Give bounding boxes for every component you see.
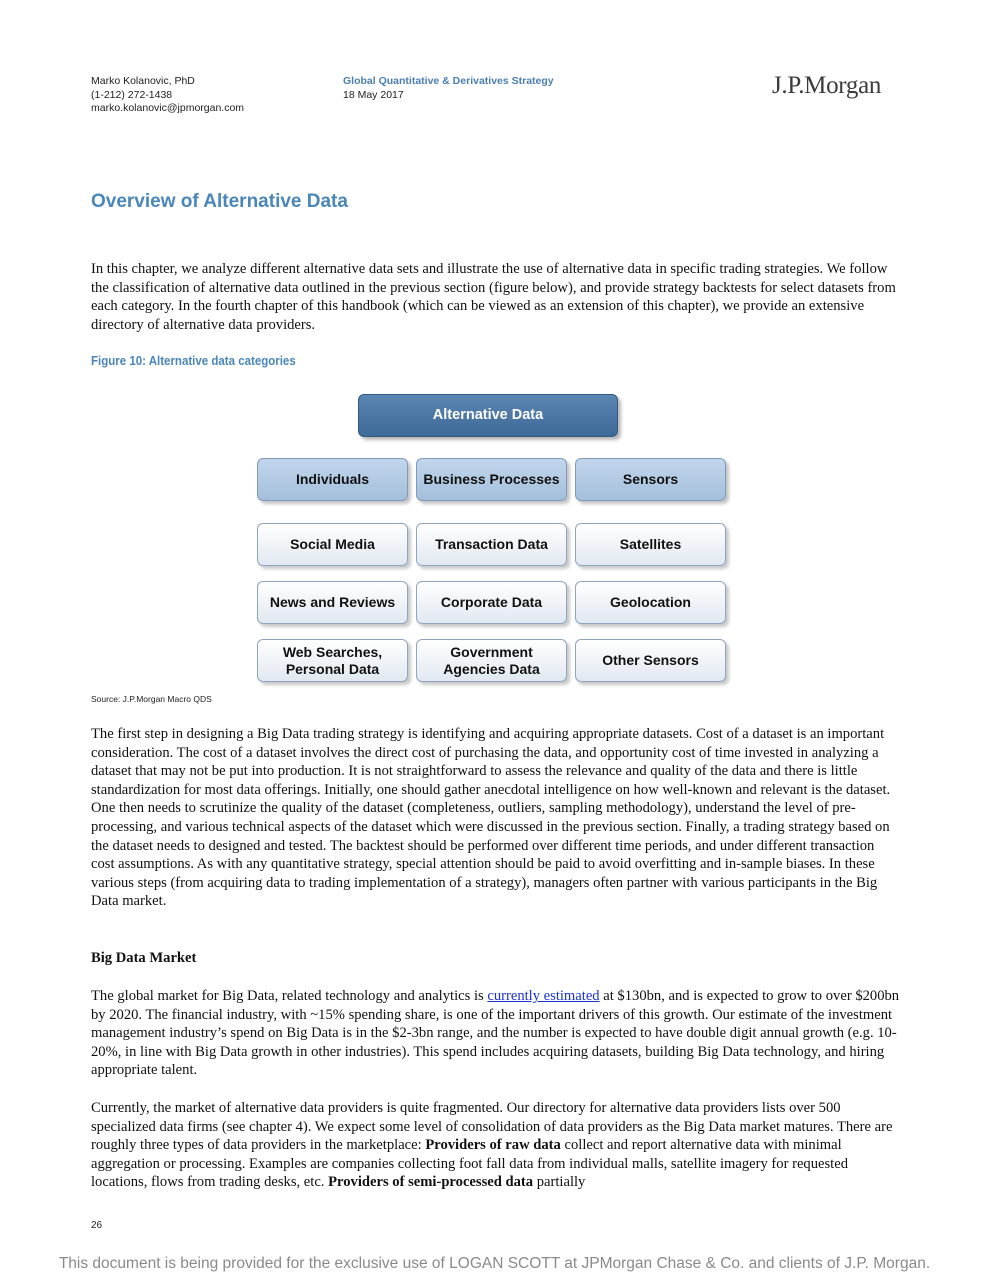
- figure-source: Source: J.P.Morgan Macro QDS: [91, 694, 212, 704]
- page-number: 26: [91, 1220, 103, 1231]
- category-sensors: Sensors: [575, 458, 726, 501]
- item-web-searches: Web Searches, Personal Data: [257, 639, 408, 682]
- author-phone: (1-212) 272-1438: [91, 88, 173, 101]
- category-business-processes: Business Processes: [416, 458, 567, 501]
- section-title: Overview of Alternative Data: [91, 191, 348, 212]
- item-geolocation: Geolocation: [575, 581, 726, 624]
- item-satellites: Satellites: [575, 523, 726, 566]
- department-name: Global Quantitative & Derivatives Strategy: [343, 75, 554, 87]
- p3-text-after-link: at $130bn, and is expected to grow to over $200bn by 2020. The financial industry, with ~15% spending share, is one of the important drivers of this growth. Our estimate of the investment management industry’s spend on Big Data is in the $2-3bn range, and the number is expected to have double digit annual growth (e.g. 10-20%, in line with Big Data growth in other industries). This spend includes acquiring datasets, building Big Data technology, and hiring appropriate talent.: [91, 988, 900, 1079]
- report-date: 18 May 2017: [343, 88, 404, 101]
- author-email: marko.kolanovic@jpmorgan.com: [91, 102, 245, 114]
- item-news-and-reviews: News and Reviews: [257, 581, 408, 624]
- p4-text-2: collect and report alternative data with minimal aggregation or processing. Examples are companies collecting foot fall data from individual malls, satellite imagery for requested locations, flows from trading desks, etc.: [91, 1137, 849, 1191]
- category-individuals: Individuals: [257, 458, 408, 501]
- jpmorgan-logo: J.P.Morgan: [772, 72, 882, 99]
- currently-estimated-link[interactable]: currently estimated: [487, 988, 600, 1004]
- p4-text-1: Currently, the market of alternative data providers is quite fragmented. Our directory for alternative data providers lists over 500 specialized data firms (see chapter 4). We expect some level of consolidation of data providers as the Big Data market matures. There are roughly three types of data providers in the marketplace:: [91, 1100, 893, 1154]
- item-corporate-data: Corporate Data: [416, 581, 567, 624]
- item-government-agencies-data: Government Agencies Data: [416, 639, 567, 682]
- author-name: Marko Kolanovic, PhD: [91, 75, 195, 87]
- figure-caption: Figure 10: Alternative data categories: [91, 354, 296, 368]
- department-block: [343, 75, 554, 102]
- item-transaction-data: Transaction Data: [416, 523, 567, 566]
- subsection-title: Big Data Market: [91, 950, 197, 966]
- body-paragraph-2: The first step in designing a Big Data trading strategy is identifying and acquiring appropriate datasets. Cost of a dataset is an important consideration. The cost of a dataset involves the direct cost of purchasing the data, and opportunity cost of time invested in analyzing a dataset that may not be put into production. It is not straightforward to assess the relevance and quality of the data and there is little standardization for most data offerings. Initially, one should gather anecdotal intelligence on how well-known and relevant is the dataset. One then needs to scrutinize the quality of the dataset (completeness, outliers, sampling methodology), understand the level of pre-processing, and various technical aspects of the dataset which were discussed in the previous section. Finally, a trading strategy based on the dataset needs to designed and tested. The backtest should be performed over different time periods, and under different transaction cost assumptions. As with any quantitative strategy, special attention should be paid to avoid overfitting and in-sample biases. In these various steps (from acquiring data to trading implementation of a strategy), managers often partner with various participants in the Big Data market.: [91, 726, 891, 910]
- body-paragraph-3: [91, 987, 901, 1080]
- item-other-sensors: Other Sensors: [575, 639, 726, 682]
- p4-text-3: partially: [533, 1174, 586, 1191]
- footer-disclaimer: This document is being provided for the exclusive use of LOGAN SCOTT at JPMorgan Chase & Co. and clients of J.P. Morgan.: [58, 1255, 931, 1272]
- p4-bold-raw-data: Providers of raw data: [425, 1137, 561, 1154]
- item-social-media: Social Media: [257, 523, 408, 566]
- intro-paragraph: In this chapter, we analyze different alternative data sets and illustrate the use of alternative data in specific trading strategies. We follow the classification of alternative data outlined in the previous section (figure below), and provide strategy backtests for select datasets from each category. In the fourth chapter of this handbook (which can be viewed as an extension of this chapter), we provide an extensive directory of alternative data providers.: [91, 261, 896, 333]
- author-block: [91, 75, 244, 116]
- diagram-root-box: Alternative Data: [358, 394, 618, 437]
- p4-bold-semi-processed: Providers of semi-processed data: [328, 1174, 534, 1191]
- body-paragraph-4: [91, 1099, 901, 1192]
- p3-text-before-link: The global market for Big Data, related technology and analytics is: [91, 988, 488, 1004]
